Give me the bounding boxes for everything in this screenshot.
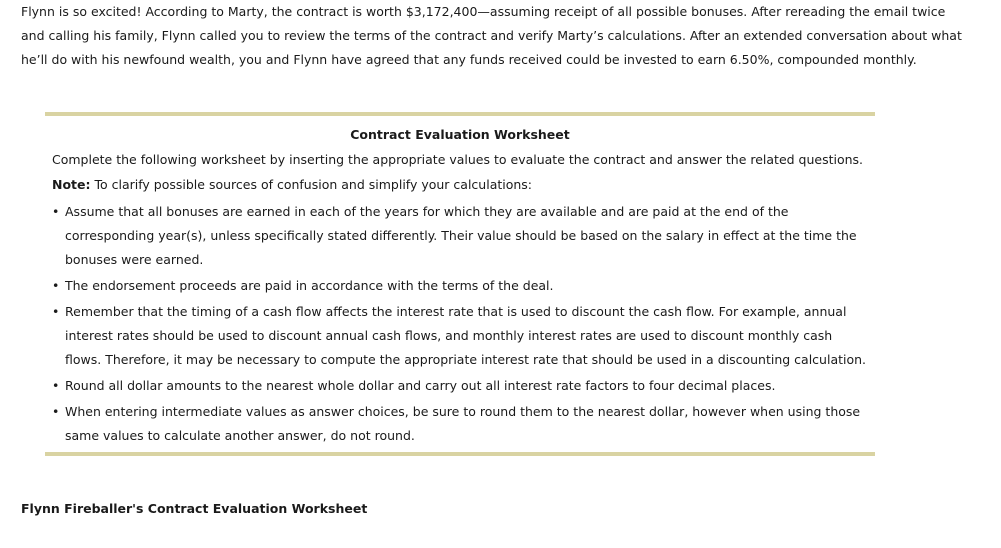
list-item [52,374,867,398]
list-item [52,274,867,298]
note-text: To clarify possible sources of confusion and simplify your calculations: [90,177,533,192]
worksheet-note [52,176,532,194]
bullet-icon: • [52,378,60,393]
bullet-icon: • [52,404,60,419]
bullet-text: Round all dollar amounts to the nearest whole dollar and carry out all interest rate factors to four decimal places. [65,378,776,393]
bullet-text: Remember that the timing of a cash flow affects the interest rate that is used to discount the cash flow. For example, annual interest rates should be used to discount annual cash flows, and monthly interest rates are used to discount monthly cash flows. Therefore, it may be necessary to compute the appropriate interest rate that should be used in a discounting calculation. [65,304,867,367]
worksheet-bullet-list [52,200,867,450]
section-heading: Flynn Fireballer's Contract Evaluation Worksheet [21,501,368,516]
contract-evaluation-worksheet [45,112,875,456]
bullet-text: Assume that all bonuses are earned in each of the years for which they are available and are paid at the end of the corresponding year(s), unless specifically stated differently. Their value should be based on the salary in effect at the time the bonuses were earned. [65,204,857,267]
bullet-icon: • [52,278,60,293]
bullet-icon: • [52,204,60,219]
worksheet-instruction: Complete the following worksheet by inserting the appropriate values to evaluate the contract and answer the related questions. [52,152,864,167]
worksheet-title: Contract Evaluation Worksheet [350,127,570,142]
bullet-text: When entering intermediate values as answer choices, be sure to round them to the nearest dollar, however when using those same values to calculate another answer, do not round. [65,404,861,443]
bullet-text: The endorsement proceeds are paid in accordance with the terms of the deal. [65,278,554,293]
list-item [52,400,867,448]
bullet-icon: • [52,304,60,319]
list-item [52,200,867,272]
list-item [52,300,867,372]
intro-paragraph: Flynn is so excited! According to Marty, the contract is worth $3,172,400—assuming receipt of all possible bonuses. After rereading the email twice and calling his family, Flynn called you to review the terms of the contract and verify Marty’s calculations. After an extended conversation about what he’ll do with his newfound wealth, you and Flynn have agreed that any funds received could be invested to earn 6.50%, compounded monthly. [21,4,962,67]
note-label: Note: [52,177,91,192]
